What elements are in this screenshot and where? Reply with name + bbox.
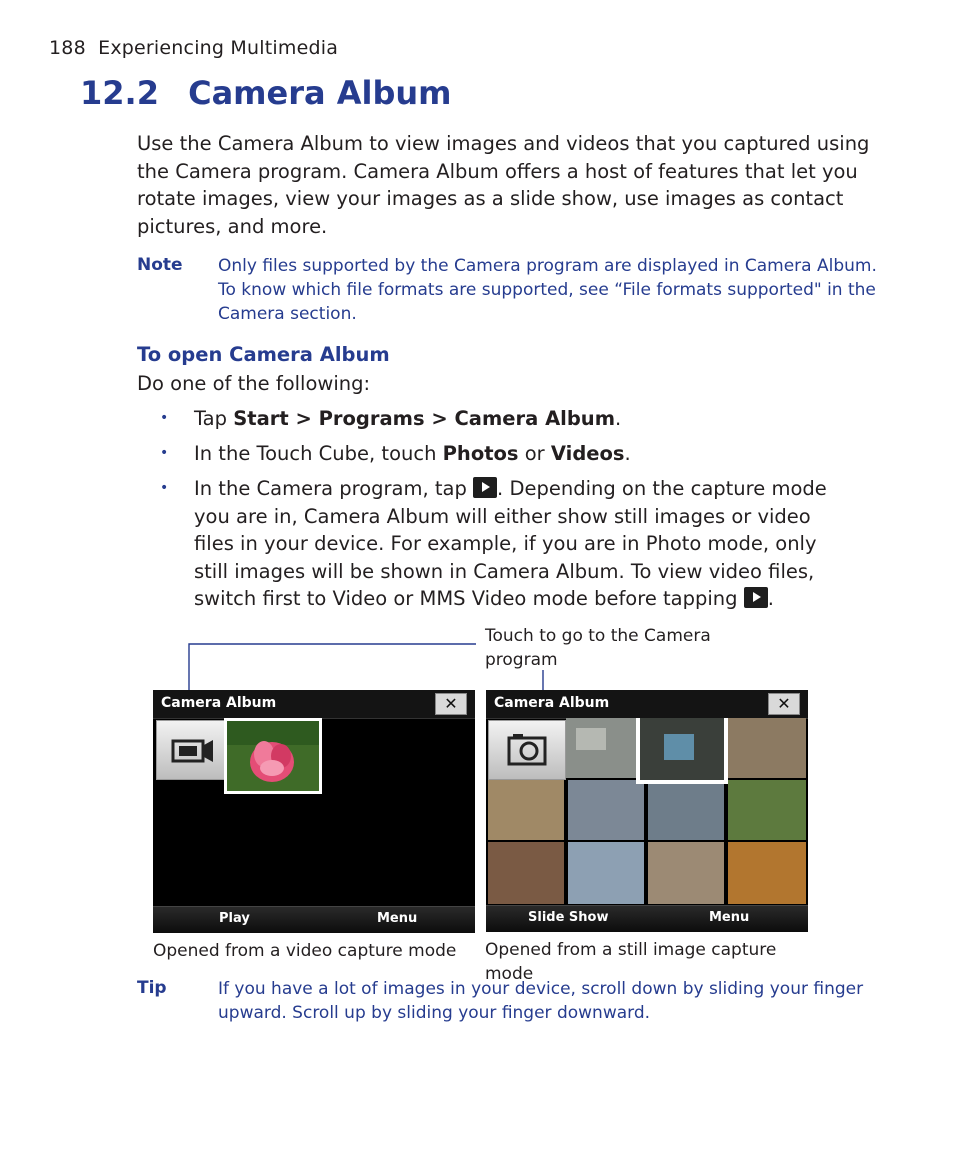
tip-line: upward. Scroll up by sliding your finger downward. bbox=[218, 1003, 651, 1023]
camera-album-video-screenshot bbox=[153, 690, 475, 933]
procedure-lead: Do one of the following: bbox=[137, 372, 371, 395]
section-heading bbox=[80, 74, 452, 112]
album-play-icon bbox=[744, 587, 768, 608]
bullet-marker: • bbox=[160, 410, 169, 426]
page-number: 188 bbox=[49, 37, 86, 59]
tip-label: Tip bbox=[137, 978, 167, 998]
bullet-item-touch-cube: In the Touch Cube, touch Photos or Videos. bbox=[194, 442, 631, 465]
menu-softkey[interactable]: Menu bbox=[709, 910, 750, 925]
tip-text bbox=[218, 977, 878, 1025]
title-bar bbox=[486, 690, 808, 719]
callout-line: Touch to go to the Camera bbox=[485, 626, 711, 646]
note-text bbox=[218, 254, 878, 326]
camera-album-photo-screenshot bbox=[486, 690, 808, 932]
tip-line: If you have a lot of images in your device, scroll down by sliding your finger bbox=[218, 979, 864, 999]
title-bar bbox=[153, 690, 475, 719]
close-button[interactable]: ✕ bbox=[435, 693, 467, 715]
bullet-marker: • bbox=[160, 480, 169, 496]
album-play-icon bbox=[473, 477, 497, 498]
running-header bbox=[49, 37, 338, 59]
section-title: Camera Album bbox=[188, 74, 452, 112]
video-thumbnail[interactable] bbox=[224, 718, 322, 794]
intro-paragraph: Use the Camera Album to view images and videos that you captured using the Camera program. Camera Album offers a host of features that let you rotate images, view your images as a slide show, use images as contact pictures, and more. bbox=[137, 132, 870, 238]
section-number: 12.2 bbox=[80, 74, 159, 112]
soft-key-bar bbox=[153, 906, 475, 933]
screen-title: Camera Album bbox=[494, 695, 610, 711]
bullet-item-start-menu: Tap Start > Programs > Camera Album. bbox=[194, 407, 622, 430]
callout-line: program bbox=[485, 650, 558, 670]
photo-thumbnail-grid[interactable] bbox=[486, 718, 808, 906]
play-softkey[interactable]: Play bbox=[219, 911, 250, 926]
note-label: Note bbox=[137, 255, 183, 275]
close-button[interactable]: ✕ bbox=[768, 693, 800, 715]
video-camera-icon bbox=[157, 721, 227, 779]
menu-softkey[interactable]: Menu bbox=[377, 911, 418, 926]
right-screenshot-caption: Opened from a still image capture mode bbox=[485, 940, 777, 984]
left-screenshot-caption: Opened from a video capture mode bbox=[153, 941, 457, 961]
note-line: Camera section. bbox=[218, 304, 357, 324]
note-line: Only files supported by the Camera program are displayed in Camera Album. bbox=[218, 256, 877, 276]
note-line: To know which file formats are supported, see “File formats supported" in the bbox=[218, 280, 876, 300]
screen-title: Camera Album bbox=[161, 695, 277, 711]
procedure-title: To open Camera Album bbox=[137, 343, 390, 366]
soft-key-bar bbox=[486, 905, 808, 932]
go-to-camera-button[interactable] bbox=[156, 720, 228, 780]
slide-show-softkey[interactable]: Slide Show bbox=[528, 910, 609, 925]
bullet-marker: • bbox=[160, 445, 169, 461]
section-name: Experiencing Multimedia bbox=[98, 37, 339, 59]
bullet-item-camera-program: In the Camera program, tap . Depending on the capture mode you are in, Camera Album will either show still images or video files in your device. For example, if you are in Photo mode, only still images will be shown in Camera Album. To view video files, switch first to Video or MMS Video mode before tapping . bbox=[194, 477, 827, 610]
